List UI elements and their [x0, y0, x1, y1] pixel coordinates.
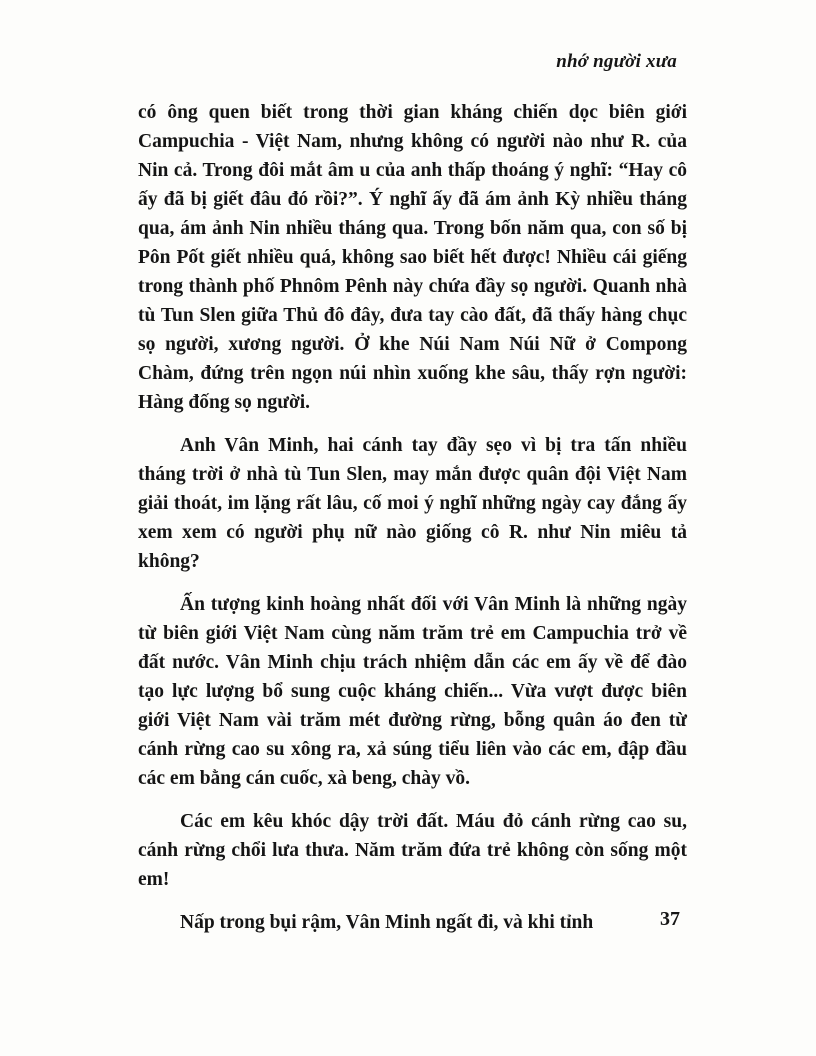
paragraph: có ông quen biết trong thời gian kháng chiến dọc biên giới Campuchia - Việt Nam, nhưng không có người nào như R. của Nin cả. Trong đôi mắt âm u của anh thấp thoáng ý nghĩ: “Hay cô ấy đã bị giết đâu đó rồi?”. Ý nghĩ ấy đã ám ảnh Kỳ nhiều tháng qua, ám ảnh Nin nhiều tháng qua. Trong bốn năm qua, con số bị Pôn Pốt giết nhiều quá, không sao biết hết được! Nhiều cái giếng trong thành phố Phnôm Pênh này chứa đầy sọ người. Quanh nhà tù Tun Slen giữa Thủ đô đây, đưa tay cào đất, đã thấy hàng chục sọ người, xương người. Ở khe Núi Nam Núi Nữ ở Compong Chàm, đứng trên ngọn núi nhìn xuống khe sâu, thấy rợn người: Hàng đống sọ người.: [138, 102, 687, 413]
paragraph: Các em kêu khóc dậy trời đất. Máu đỏ cánh rừng cao su, cánh rừng chổi lưa thưa. Năm trăm đứa trẻ không còn sống một em!: [138, 811, 687, 890]
paragraph: Anh Vân Minh, hai cánh tay đầy sẹo vì bị tra tấn nhiều tháng trời ở nhà tù Tun Slen, may mắn được quân đội Việt Nam giải thoát, im lặng rất lâu, cố moi ý nghĩ những ngày cay đắng ấy xem xem có người phụ nữ nào giống cô R. như Nin miêu tả không?: [138, 435, 687, 572]
text-block: [138, 50, 687, 937]
page-body: [138, 98, 687, 937]
paragraph: Nấp trong bụi rậm, Vân Minh ngất đi, và khi tỉnh: [180, 912, 594, 933]
paragraph: Ấn tượng kinh hoàng nhất đối với Vân Minh là những ngày từ biên giới Việt Nam cùng năm trăm trẻ em Campuchia trở về đất nước. Vân Minh chịu trách nhiệm dẫn các em ấy về để đào tạo lực lượng bổ sung cuộc kháng chiến... Vừa vượt được biên giới Việt Nam vài trăm mét đường rừng, bỗng quân áo đen từ cánh rừng cao su xông ra, xả súng tiểu liên vào các em, đập đầu các em bằng cán cuốc, xà beng, chày vồ.: [138, 594, 687, 789]
page-number: 37: [660, 908, 680, 930]
running-header: nhớ người xưa: [556, 51, 677, 72]
